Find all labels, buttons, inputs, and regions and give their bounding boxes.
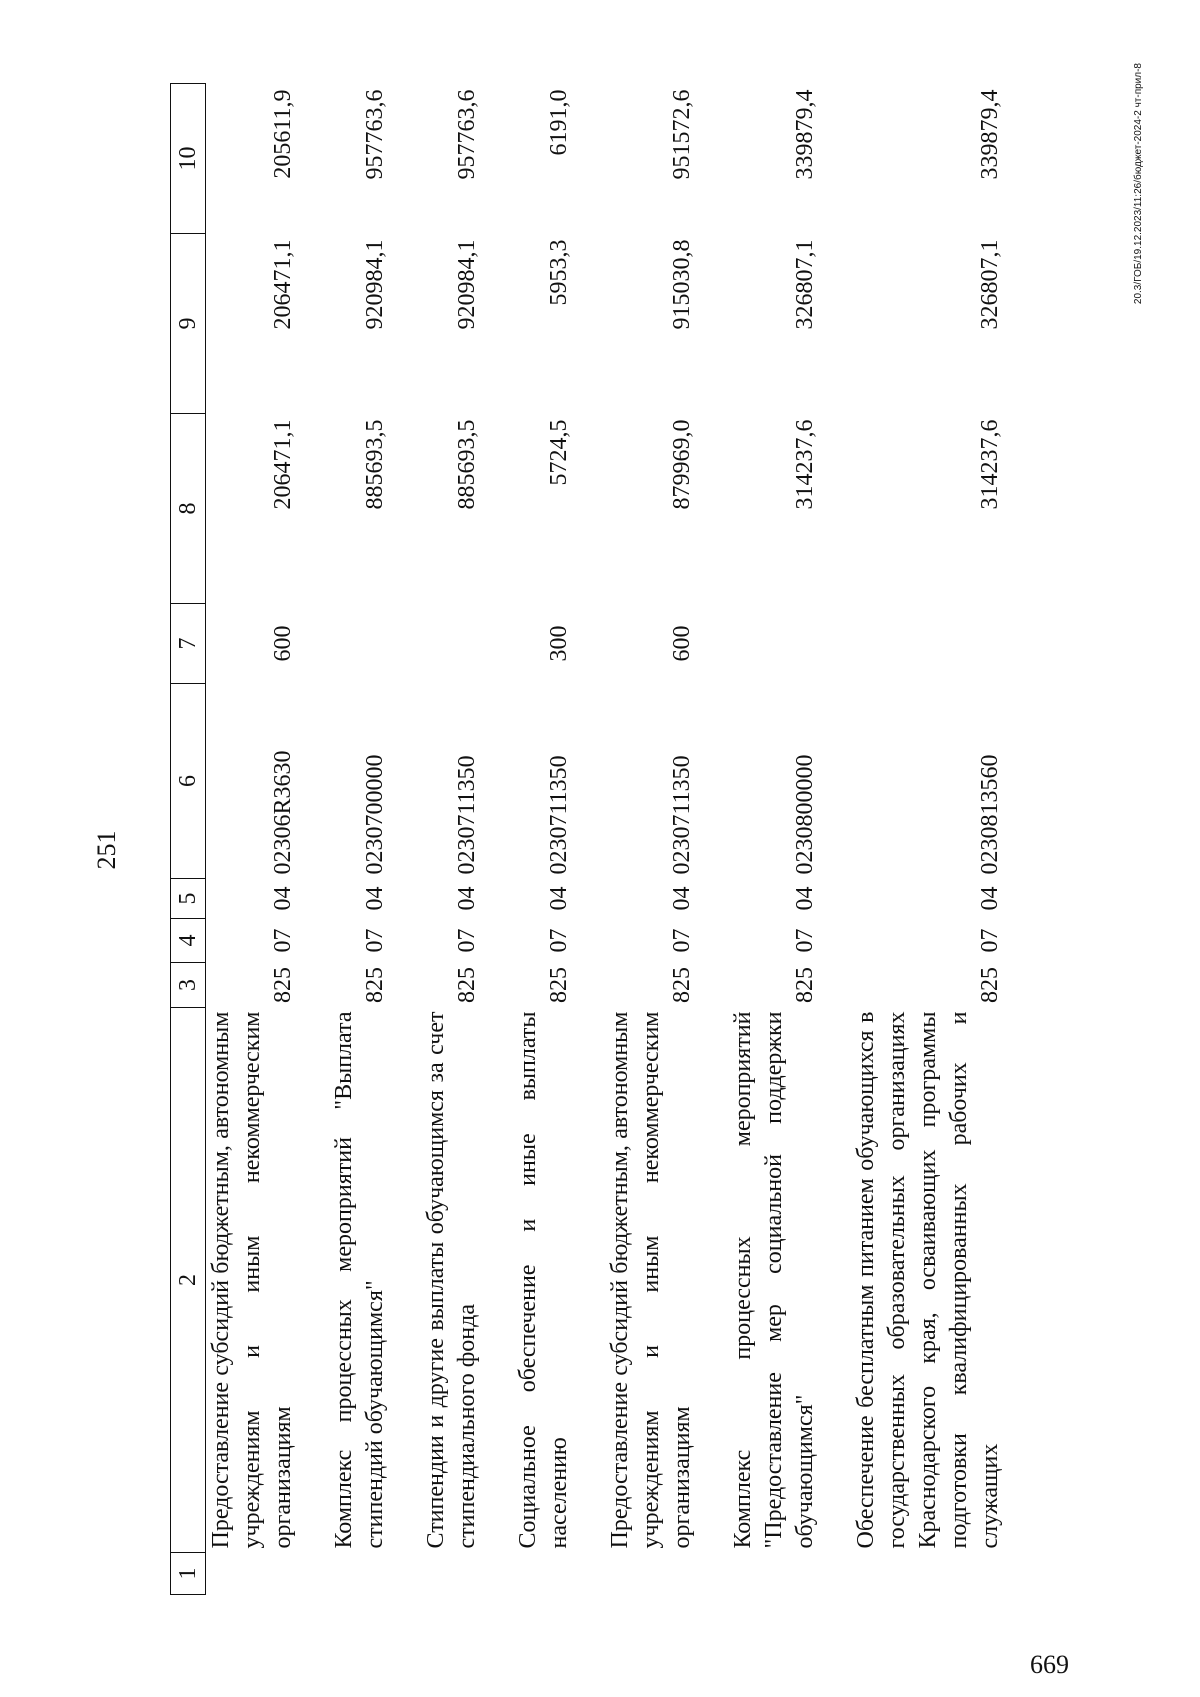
column-header: 10: [171, 84, 206, 234]
cell-9: 915030,8: [669, 239, 695, 330]
cell-5: 04: [454, 886, 480, 911]
document-code: 20.3/ГОБ/19.12.2023/11:26/бюджет-2024-2 чт-прил-8: [1133, 63, 1144, 305]
cell-6: 0230711350: [669, 755, 695, 875]
cell-6: 0230813560: [977, 754, 1003, 875]
column-header: 9: [171, 234, 206, 414]
column-header: 8: [171, 414, 206, 604]
cell-4: 07: [546, 928, 572, 953]
cell-3: 825: [454, 967, 480, 1003]
cell-9: 920984,1: [362, 239, 388, 330]
table-row: [421, 84, 513, 1595]
table-row: [329, 84, 421, 1595]
budget-table: [170, 83, 1036, 1595]
row-description: Стипендии и другие выплаты обучающимся за счет стипендиального фонда: [423, 1011, 480, 1549]
empty-cell: [206, 1553, 330, 1595]
cell-8: 885693,5: [362, 419, 388, 510]
cell-3: 825: [669, 967, 695, 1003]
cell-5: 04: [270, 886, 296, 911]
cell-9: 326807,1: [977, 239, 1003, 330]
cell-5: 04: [977, 886, 1003, 911]
table-row: [605, 84, 728, 1595]
cell-4: 07: [669, 928, 695, 953]
row-description: Предоставление субсидий бюджетным, автономным учреждениям и иным некоммерческим организациям: [607, 1011, 695, 1549]
cell-6: 0230711350: [454, 755, 480, 875]
cell-10: 957763,6: [362, 89, 388, 180]
rotated-page: [50, 55, 1150, 1645]
sheet-number: 669: [1030, 1650, 1069, 1679]
cell-6: 02306R3630: [270, 750, 296, 875]
cell-6: 0230700000: [362, 754, 388, 875]
cell-8: 314237,6: [792, 419, 818, 510]
cell-10: 6191,0: [546, 89, 572, 156]
column-header: 7: [171, 604, 206, 684]
column-header: 3: [171, 963, 206, 1008]
cell-7: 600: [669, 625, 695, 662]
row-description: Комплекс процессных мероприятий "Выплата стипендий обучающимся": [331, 1011, 388, 1549]
cell-8: 314237,6: [977, 419, 1003, 510]
cell-3: 825: [362, 967, 388, 1003]
column-header: 1: [171, 1553, 206, 1595]
table-row: [206, 84, 330, 1595]
cell-8: 879969,0: [669, 419, 695, 510]
cell-5: 04: [546, 886, 572, 911]
cell-10: 339879,4: [977, 89, 1003, 180]
cell-6: 0230711350: [546, 755, 572, 875]
row-description: Обеспечение бесплатным питанием обучающихся в государственных образовательных организациях Краснодарского края, осваивающих программы подготовки квалифицированных рабочих и служащих: [853, 1011, 1003, 1549]
empty-cell: [513, 1553, 605, 1595]
column-header: 6: [171, 684, 206, 879]
cell-7: [329, 604, 421, 684]
cell-3: 825: [270, 967, 296, 1003]
empty-cell: [605, 1553, 728, 1595]
empty-cell: [421, 1553, 513, 1595]
table-row: [513, 84, 605, 1595]
column-header: 5: [171, 879, 206, 919]
empty-cell: [329, 1553, 421, 1595]
cell-8: 206471,1: [270, 419, 296, 510]
cell-4: 07: [792, 928, 818, 953]
cell-3: 825: [546, 967, 572, 1003]
empty-cell: [851, 1553, 1036, 1595]
cell-5: 04: [669, 886, 695, 911]
cell-8: 885693,5: [454, 419, 480, 510]
column-header: 4: [171, 919, 206, 963]
cell-7: [851, 604, 1036, 684]
cell-7: [728, 604, 851, 684]
page-number: 251: [92, 830, 121, 870]
row-description: Предоставление субсидий бюджетным, автономным учреждениям и иным некоммерческим организациям: [208, 1011, 296, 1549]
cell-5: 04: [792, 886, 818, 911]
cell-9: 920984,1: [454, 239, 480, 330]
cell-4: 07: [454, 928, 480, 953]
cell-10: 951572,6: [669, 89, 695, 180]
cell-3: 825: [977, 967, 1003, 1003]
header-row: [171, 84, 206, 1595]
cell-9: 206471,1: [270, 239, 296, 330]
table-row: [851, 84, 1036, 1595]
row-description: Комплекс процессных мероприятий "Предоставление мер социальной поддержки обучающимся": [730, 1011, 818, 1549]
cell-8: 5724,5: [546, 419, 572, 486]
empty-cell: [728, 1553, 851, 1595]
cell-9: 326807,1: [792, 239, 818, 330]
cell-9: 5953,3: [546, 239, 572, 306]
table-row: [728, 84, 851, 1595]
cell-7: [421, 604, 513, 684]
row-description: Социальное обеспечение и иные выплаты населению: [515, 1011, 572, 1549]
cell-4: 07: [362, 928, 388, 953]
cell-10: 957763,6: [454, 89, 480, 180]
cell-4: 07: [270, 928, 296, 953]
cell-3: 825: [792, 967, 818, 1003]
cell-10: 339879,4: [792, 89, 818, 180]
cell-6: 0230800000: [792, 754, 818, 875]
cell-10: 205611,9: [270, 89, 296, 179]
cell-4: 07: [977, 928, 1003, 953]
cell-7: 600: [270, 625, 296, 662]
cell-5: 04: [362, 886, 388, 911]
column-header: 2: [171, 1008, 206, 1553]
cell-7: 300: [546, 625, 572, 662]
